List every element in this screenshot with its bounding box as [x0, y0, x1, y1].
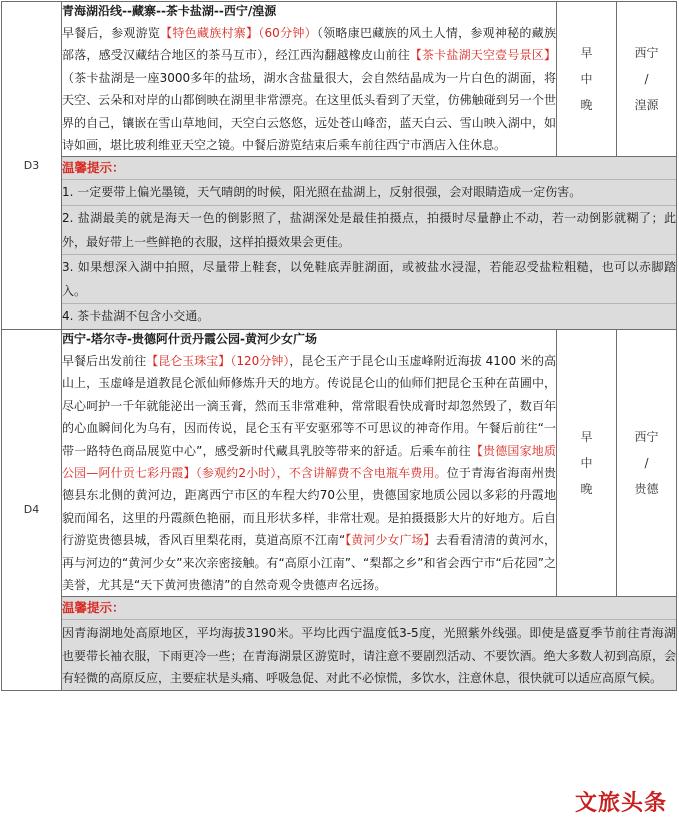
- desc-text: 早餐后，参观游览: [62, 26, 161, 40]
- desc-text: ，昆仑玉产于昆仑山玉虚峰附近海拔 4100 米的高山上，玉虚峰是道教昆仑派仙师修炼升天的地方。传说昆仑山的仙师们把昆仑玉种在苗圃中，尽心呵护一千年就能泌出一滴玉膏，然而玉非常难种，常常眼看快成膏时却忽然毁了，数百年的心血瞬间化为乌有，因而传说，昆仑玉有平安驱邪等不可思议的神奇作用。午餐后前往“一带一路特色商品展览中心”，感受新时代藏具乳胶等带来的舒适。后乘车前往: [62, 354, 556, 458]
- stay-separator: /: [644, 456, 649, 471]
- tips-row-d4: [2, 597, 677, 690]
- meal-breakfast: 早: [580, 46, 593, 61]
- stay-city: 贵德: [634, 482, 659, 497]
- itinerary-table: [1, 1, 677, 691]
- meal-lunch: 中: [580, 72, 593, 87]
- meal-dinner: 晚: [580, 98, 593, 113]
- highlight-text: 【黄河少女广场】: [345, 533, 436, 548]
- stay-city: 西宁: [634, 46, 659, 61]
- tip-text: 因青海湖地处高原地区，平均海拔3190米。平均比西宁温度低3-5度，光照紫外线强。即使是盛夏季节前往青海湖也要带长袖衣服，下雨更冷一些；在青海湖景区游览时，请注意不要剧烈活动、不要饮酒。绝大多数人初到高原，会有轻微的高原反应，主要症状是头痛、呼吸急促、对此不必惊慌，多饮水，注意休息，很快就可以适应高原气候。: [62, 619, 676, 689]
- tip-item: 2. 盐湖最美的就是海天一色的倒影照了，盐湖深处是最佳拍摄点，拍摄时尽量静止不动，若一动倒影就糊了；此外，最好带上一些鲜艳的衣服，这样拍摄效果会更佳。: [62, 205, 676, 254]
- tip-item: 4. 茶卡盐湖不包含小交通。: [62, 303, 676, 329]
- day-title: 西宁-塔尔寺-贵德阿什贡丹霞公园-黄河少女广场: [62, 332, 317, 346]
- tips-box: [62, 157, 677, 330]
- desc-text: 去看看清清的黄河水，再与河边的“黄河少女”来次亲密接触。有“高原小江南”、“梨都之乡”和省会西宁市“后花园”之美誉，尤其是“天下黄河贵德清”的自然奇观令贵德声名远扬。: [62, 533, 556, 593]
- day-title: 青海湖沿线--藏寨--茶卡盐湖--西宁/湟源: [62, 4, 277, 18]
- meal-breakfast: 早: [580, 430, 593, 445]
- desc-text: 位于青海省海南州贵德县东北侧的黄河边，距离西宁市区的车程大约70公里，贵德国家地质公园以多彩的丹霞地貌而闻名，这里的丹霞颜色艳丽，而且形状多样，非常壮观。是拍摄摄影大片的好地方。后自行游览贵德县城，香风百里梨花雨，莫道高原不江南“: [62, 466, 556, 548]
- day-label: D3: [2, 2, 62, 330]
- day-row-d4: [2, 330, 677, 597]
- day-row-d3: [2, 2, 677, 157]
- desc-text: （茶卡盐湖是一座3000多年的盐场，湖水含盐量很大，会自然结晶成为一片白色的湖面，将天空、云朵和对岸的山都倒映在湖里非常漂亮。在这里低头看到了天堂，仿佛触碰到另一个世界的自己，镶嵌在雪山草地间，天空白云悠悠，远处苍山峰峦，蓝天白云、雪山映入湖中，如诗如画，堪比玻利维亚天空之镜。中餐后游览结束后乘车前往西宁市酒店入住休息。: [62, 70, 556, 153]
- tips-title: 温馨提示：: [62, 160, 125, 176]
- tip-item: 3. 如果想深入湖中拍照，尽量带上鞋套，以免鞋底弄脏湖面，或被盐水浸湿，若能忍受盐粒粗糙，也可以赤脚踏入。: [62, 254, 676, 303]
- stay-city: 西宁: [634, 430, 659, 445]
- highlight-text: 【贵德国家地质公园—阿什贡七彩丹霞】（参观约2小时），不含讲解费不含电瓶车费用。: [62, 443, 556, 481]
- day-description: [62, 330, 557, 597]
- highlight-text: 【昆仑玉珠宝】（120分钟）: [146, 354, 290, 368]
- tips-title: 温馨提示：: [62, 600, 125, 616]
- day-label: D4: [2, 330, 62, 691]
- tips-box: [62, 597, 677, 690]
- tip-item: 1. 一定要带上偏光墨镜，天气晴朗的时候，阳光照在盐湖上，反射很强，会对眼睛造成一定伤害。: [62, 179, 676, 205]
- watermark-logo: 文旅头条: [574, 790, 667, 816]
- highlight-text: 【茶卡盐湖天空壹号景区】: [409, 48, 556, 63]
- meal-lunch: 中: [580, 456, 593, 471]
- stay-city: 湟源: [634, 98, 659, 113]
- meal-dinner: 晚: [580, 482, 593, 497]
- meals-cell: [557, 330, 617, 597]
- stay-separator: /: [644, 72, 649, 87]
- meals-cell: [557, 2, 617, 157]
- desc-text: （领略康巴藏族的风土人情，参观神秘的藏族部落，感受汉藏结合地区的茶马互市），经江西沟翻越橡皮山前往: [62, 26, 556, 63]
- tips-row-d3: [2, 157, 677, 330]
- highlight-text: 【特色藏族村寨】（60分钟）: [160, 26, 317, 40]
- desc-text: 早餐后出发前往: [62, 354, 147, 368]
- stay-cell: [617, 2, 677, 157]
- day-description: [62, 2, 557, 157]
- stay-cell: [617, 330, 677, 597]
